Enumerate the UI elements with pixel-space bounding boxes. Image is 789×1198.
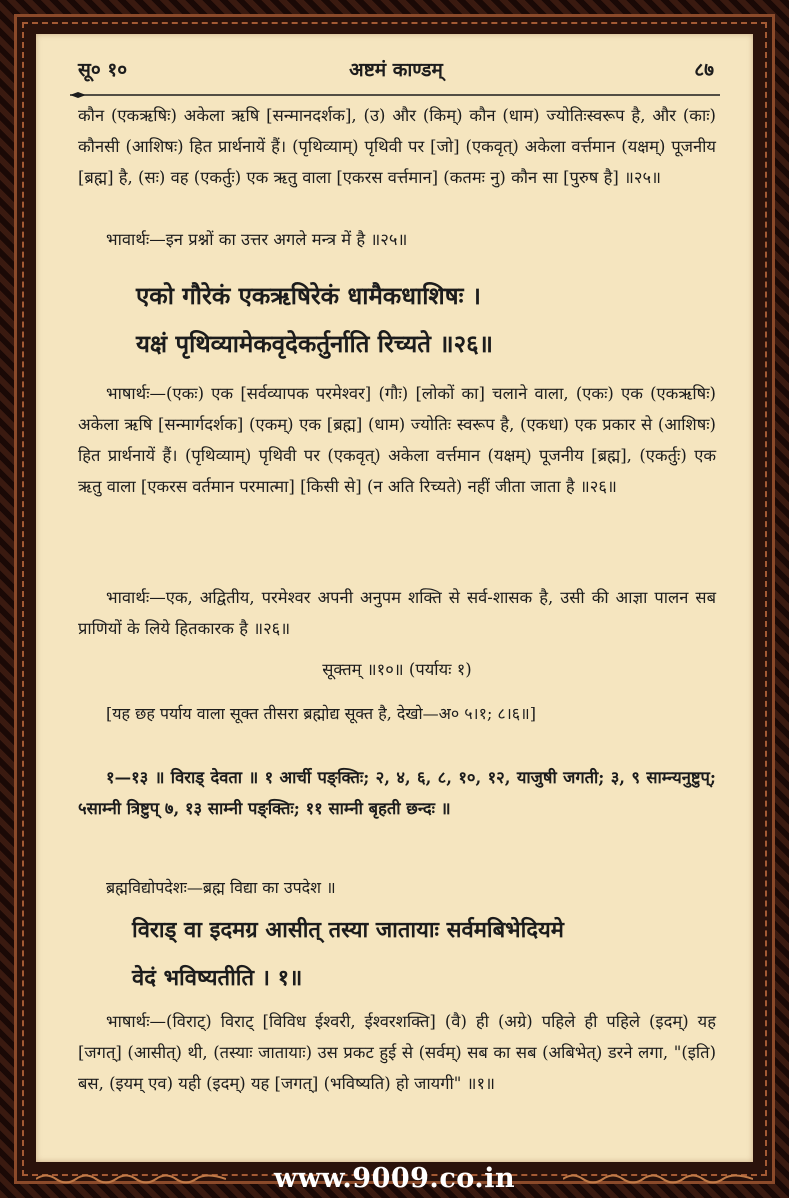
mantra-26-line-1: एको गौरेकं एकऋषिरेकं धामैकधाशिषः । bbox=[136, 281, 481, 310]
mantra-26 bbox=[136, 272, 716, 368]
header-rule bbox=[70, 92, 720, 98]
mantra-1-line-2: वेदं भविष्यतीति । १॥ bbox=[132, 965, 303, 991]
verse-25-meaning: भावार्थः—इन प्रश्नों का उत्तर अगले मन्त्र में है ॥२५॥ bbox=[106, 230, 408, 249]
mantra-26-line-2: यक्षं पृथिव्यामेकवृदेकर्तुर्नाति रिच्यते ॥२६॥ bbox=[136, 329, 493, 358]
kanda-title: अष्टमं काण्डम् bbox=[349, 59, 443, 81]
verse-26-translation: भाषार्थः—(एकः) एक [सर्वव्यापक परमेश्वर] (गौः) [लोकों का] चलाने वाला, (एकः) एक (एकऋषिः) अकेला ऋषि [सन्मार्गदर्शक] (एकम्) एक [ब्रह्म] (धाम) ज्योतिः स्वरूप है, (एकधा) एक प्रकार से (आशिषः) हित प्रार्थनायें हैं। (पृथिव्याम्) पृथिवी पर (एकवृत्) अकेला वर्त्तमान (यक्षम्) पूजनीय [ब्रह्म], (एकर्तुः) एक ऋतु वाला [एकरस वर्तमान परमात्मा] [किसी से] (न अति रिच्यते) नहीं जीता जाता है ॥२६॥ bbox=[78, 384, 716, 496]
devata-chhanda: १—१३ ॥ विराड् देवता ॥ १ आर्ची पङ्क्तिः; २, ४, ६, ८, १०, १२, याजुषी जगती; ३, ९ साम्न्यनुष्टुप्; ५साम्नी त्रिष्टुप् ७, १३ साम्नी पङ्क्तिः; ११ साम्नी बृहती छन्दः ॥ bbox=[78, 768, 716, 818]
page-number: ८७ bbox=[694, 59, 714, 81]
sukta-heading: सूक्तम् ॥१०॥ (पर्यायः १) bbox=[322, 660, 472, 679]
website-url: www.9009.co.in bbox=[273, 1163, 516, 1194]
book-page bbox=[36, 34, 753, 1162]
mantra-1-translation: भाषार्थः—(विराट्) विराट् [विविध ईश्वरी, ईश्वरशक्ति] (वै) ही (अग्रे) पहिले ही पहिले (इदम्) यह [जगत्] (आसीत्) थी, (तस्याः जातायाः) उस प्रकट हुई से (सर्वम्) सब का सब (अबिभेत्) डरने लगा, "(इति) बस, (इयम् एव) यही (इदम्) यह [जगत्] (भविष्यति) हो जायगी" ॥१॥ bbox=[78, 1012, 716, 1093]
verse-26-meaning: भावार्थः—एक, अद्वितीय, परमेश्वर अपनी अनुपम शक्ति से सर्व-शासक है, उसी की आज्ञा पालन सब प्राणियों के लिये हितकारक है ॥२६॥ bbox=[78, 588, 716, 638]
page-header bbox=[78, 56, 714, 84]
verse-25-translation: कौन (एकऋषिः) अकेला ऋषि [सन्मानदर्शक], (उ) और (किम्) कौन (धाम) ज्योतिःस्वरूप है, और (काः) कौनसी (आशिषः) हित प्रार्थनायें हैं। (पृथिव्याम्) पृथिवी पर [जो] (एकवृत्) अकेला वर्त्तमान (यक्षम्) पूजनीय [ब्रह्म] है, (सः) वह (एकर्तुः) एक ऋतु वाला [एकरस वर्त्तमान] (कतमः नु) कौन सा [पुरुष है] ॥२५॥ bbox=[78, 106, 716, 187]
sukta-number: सू० १० bbox=[78, 59, 128, 81]
mantra-1-line-1: विराड् वा इदमग्र आसीत् तस्या जातायाः सर्वमबिभेदियमे bbox=[132, 917, 564, 943]
upadesha-heading: ब्रह्मविद्योपदेशः—ब्रह्म विद्या का उपदेश ॥ bbox=[106, 878, 336, 897]
sukta-note: [यह छह पर्याय वाला सूक्त तीसरा ब्रह्मोद्य सूक्त है, देखो—अ० ५।१; ८।६॥] bbox=[106, 704, 536, 723]
mantra-1 bbox=[132, 906, 716, 1002]
